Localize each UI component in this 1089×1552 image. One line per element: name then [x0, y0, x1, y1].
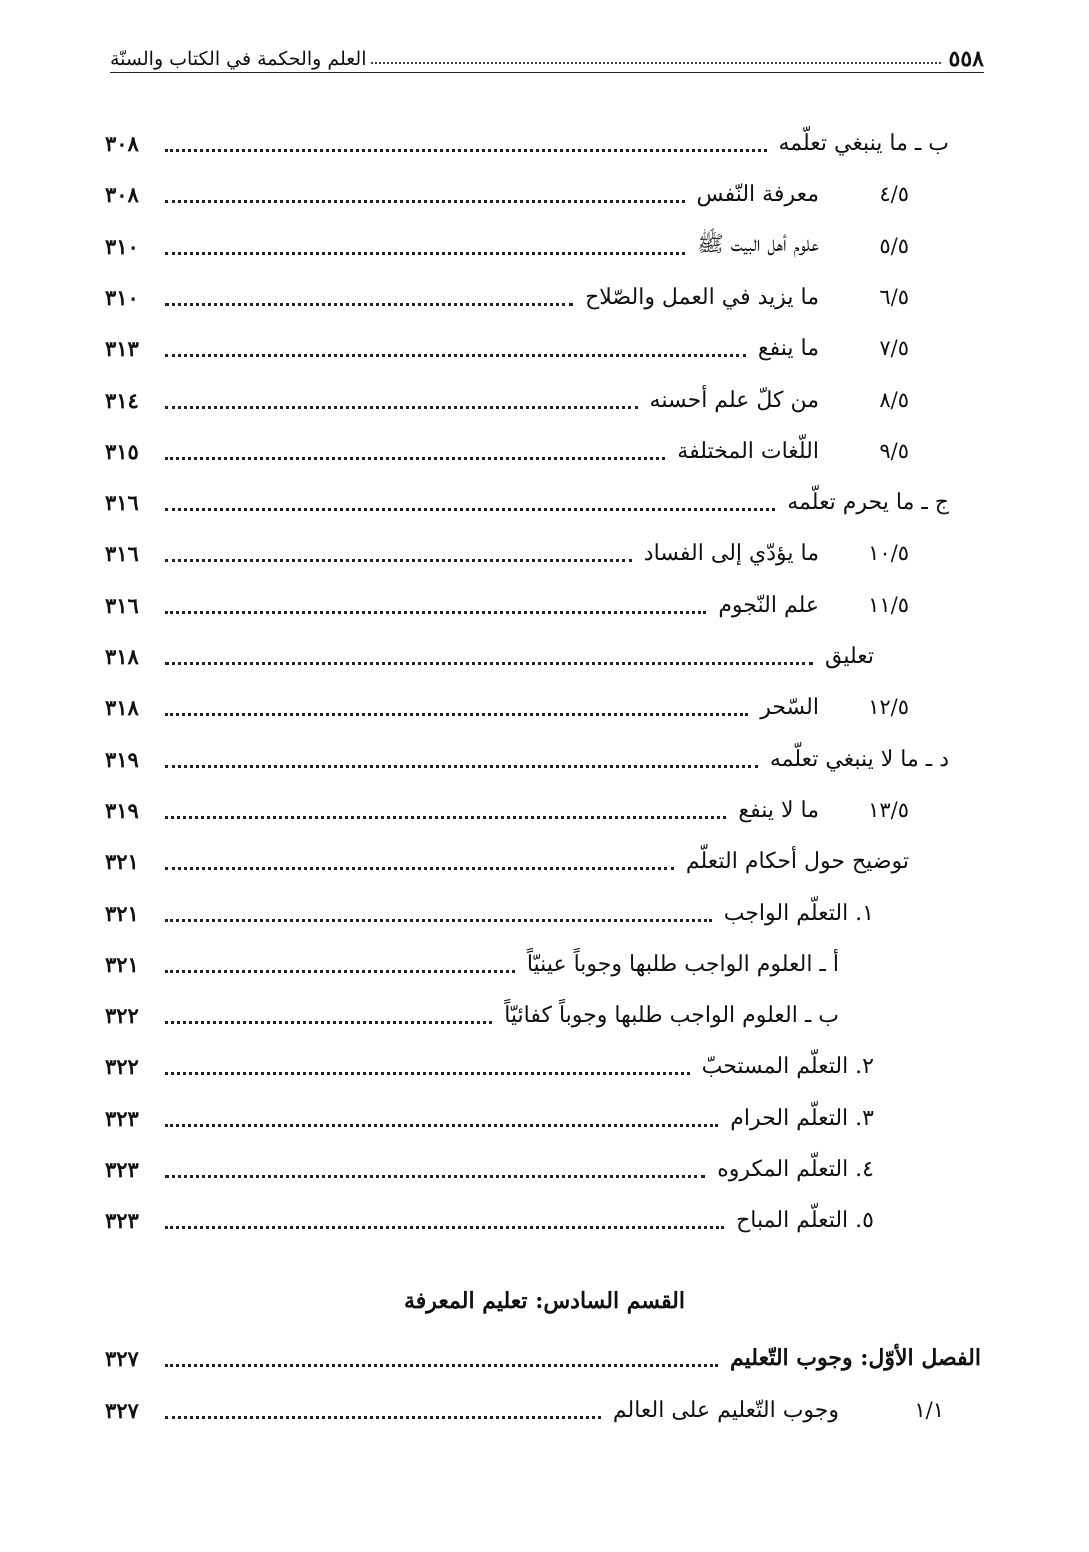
toc-entry — [0, 1200, 1089, 1240]
toc-page-number: ٣٢٣ — [105, 1105, 139, 1131]
toc-leader-dots — [165, 919, 712, 922]
toc-leader-dots — [165, 457, 665, 460]
toc-page-number: ٣١٣ — [105, 335, 139, 361]
toc-entry-body — [155, 995, 839, 1035]
toc-entry-title: معرفة النّفس — [696, 181, 819, 207]
toc-entry-title: وجوب التّعليم على العالم — [612, 1397, 839, 1423]
toc-entry-number: ١١/٥ — [868, 593, 909, 617]
toc-entry-body — [155, 482, 949, 522]
toc-entry-title: ب ـ ما ينبغي تعلّمه — [778, 130, 949, 156]
toc-entry-title: أ ـ العلوم الواجب طلبها وجوباً عينيّاً — [526, 951, 839, 977]
toc-leader-dots — [165, 1072, 690, 1075]
toc-page-number: ٣٢١ — [105, 900, 139, 926]
toc-entry-body — [155, 277, 909, 317]
toc-entry-number: ١٣/٥ — [868, 798, 909, 822]
toc-page-number: ٣١٦ — [105, 540, 139, 566]
toc-entry-title: علم النّجوم — [718, 592, 819, 618]
toc-entry-title: ٢. التعلّم المستحبّ — [701, 1053, 874, 1079]
toc-entry-body — [155, 1338, 981, 1378]
toc-entry — [0, 841, 1089, 881]
toc-entry — [0, 790, 1089, 830]
toc-entry — [0, 174, 1089, 214]
toc-entry-number: ١/١ — [914, 1398, 944, 1422]
running-title: العلم والحكمة في الكتاب والسنّة — [110, 48, 367, 70]
toc-page-number: ٣١٩ — [105, 746, 139, 772]
toc-leader-dots — [165, 1226, 724, 1229]
toc-entry-title: ج ـ ما يحرم تعلّمه — [787, 489, 949, 515]
toc-leader-dots — [165, 1175, 705, 1178]
toc-entry-body — [155, 687, 909, 727]
toc-entry-number: ٥/٥ — [879, 234, 909, 258]
toc-entry-body — [155, 1200, 874, 1240]
toc-entry-title: الفصل الأوّل: وجوب التّعليم — [730, 1345, 981, 1371]
toc-entry-title: ما ينفع — [757, 335, 819, 361]
toc-leader-dots — [165, 252, 685, 255]
toc-leader-dots — [165, 303, 573, 306]
toc-entry-body — [155, 174, 909, 214]
toc-page-number: ٣٢٧ — [105, 1397, 139, 1423]
toc-page-number: ٣١٨ — [105, 694, 139, 720]
toc-entry-title: ب ـ العلوم الواجب طلبها وجوباً كفائيّاً — [504, 1002, 839, 1028]
toc-leader-dots — [165, 1021, 492, 1024]
toc-entry-title: د ـ ما لا ينبغي تعلّمه — [769, 746, 949, 772]
toc-entry-number: ٦/٥ — [879, 285, 909, 309]
toc-entry — [0, 1338, 1089, 1378]
toc-entry — [0, 1046, 1089, 1086]
toc-leader-dots — [165, 867, 674, 870]
toc-page-number: ٣٢٧ — [105, 1345, 139, 1371]
toc-page-number: ٣٢٣ — [105, 1207, 139, 1233]
toc-page-number: ٣١٦ — [105, 489, 139, 515]
toc-entry-number: ٩/٥ — [879, 439, 909, 463]
toc-page-number: ٣٢١ — [105, 951, 139, 977]
running-header — [110, 38, 984, 73]
toc-page-number: ٣٢٣ — [105, 1156, 139, 1182]
toc-leader-dots — [165, 508, 775, 511]
toc-entry-title: ٤. التعلّم المكروه — [717, 1156, 874, 1182]
toc-entry-title: السّحر — [760, 694, 819, 720]
toc-entry — [0, 1149, 1089, 1189]
toc-entry-title: ٣. التعلّم الحرام — [730, 1105, 874, 1131]
toc-entry-title: ما لا ينفع — [738, 797, 819, 823]
section-heading: القسم السادس: تعليم المعرفة — [403, 1288, 685, 1314]
toc-entry-body — [155, 1098, 874, 1138]
toc-entry — [0, 277, 1089, 317]
toc-entry-number: ١٢/٥ — [868, 695, 909, 719]
toc-leader-dots — [165, 1364, 718, 1367]
toc-entry — [0, 533, 1089, 573]
toc-entry-body — [155, 1149, 874, 1189]
toc-entry-body — [155, 1390, 944, 1430]
toc-leader-dots — [165, 816, 726, 819]
toc-entry-body — [155, 841, 909, 881]
toc-leader-dots — [165, 1124, 718, 1127]
toc-entry-body — [155, 431, 909, 471]
toc-leader-dots — [165, 559, 632, 562]
page-number: ٥٥٨ — [948, 46, 984, 72]
toc-entry-title: علوم أهل البيت ﷺ — [697, 232, 819, 257]
toc-page-number: ٣٢٢ — [105, 1053, 139, 1079]
toc-entry-number: ٤/٥ — [879, 182, 909, 206]
toc-entry-body — [155, 944, 839, 984]
toc-entry — [0, 380, 1089, 420]
toc-entry-body — [155, 636, 874, 676]
toc-entry-body — [155, 123, 949, 163]
toc-entry — [0, 431, 1089, 471]
toc-leader-dots — [165, 406, 638, 409]
toc-entry-body — [155, 585, 909, 625]
toc-entry — [0, 482, 1089, 522]
toc-entry — [0, 585, 1089, 625]
toc-entry — [0, 328, 1089, 368]
toc-entry-title: ١. التعلّم الواجب — [723, 900, 874, 926]
toc-leader-dots — [165, 611, 706, 614]
toc-leader-dots — [165, 200, 685, 203]
toc-page-number: ٣٢٢ — [105, 1002, 139, 1028]
toc-page-number: ٣١٠ — [105, 284, 139, 310]
toc-entry-body — [155, 226, 909, 266]
toc-entry — [0, 995, 1089, 1035]
toc-leader-dots — [165, 970, 515, 973]
toc-entry-title: ٥. التعلّم المباح — [736, 1207, 874, 1233]
toc-entry-title: اللّغات المختلفة — [677, 438, 819, 464]
toc-entry-title: توضيح حول أحكام التعلّم — [685, 848, 909, 874]
toc-entry-body — [155, 893, 874, 933]
toc-entry-body — [155, 380, 909, 420]
toc-leader-dots — [165, 149, 767, 152]
toc-entry-title: تعليق — [824, 643, 874, 669]
toc-page-number: ٣٢١ — [105, 848, 139, 874]
toc-leader-dots — [165, 765, 758, 768]
toc-leader-dots — [165, 1416, 601, 1419]
toc-page-number: ٣١٦ — [105, 592, 139, 618]
toc-entry-body — [155, 533, 909, 573]
toc-entry-title: ما يزيد في العمل والصّلاح — [585, 284, 819, 310]
toc-entry-title: ما يؤدّي إلى الفساد — [643, 540, 819, 566]
toc-entry — [0, 636, 1089, 676]
toc-leader-dots — [165, 713, 748, 716]
toc-entry-number: ١٠/٥ — [868, 541, 909, 565]
header-leader-dots — [371, 62, 941, 64]
toc-entry — [0, 1098, 1089, 1138]
toc-entry-number: ٧/٥ — [879, 336, 909, 360]
toc-entry — [0, 739, 1089, 779]
toc-entry — [0, 1390, 1089, 1430]
toc-entry-title: من كلّ علم أحسنه — [649, 387, 819, 413]
toc-entry-body — [155, 328, 909, 368]
toc-entry-body — [155, 739, 949, 779]
toc-page-number: ٣١٥ — [105, 438, 139, 464]
toc-entry-body — [155, 790, 909, 830]
toc-page-number: ٣٠٨ — [105, 181, 139, 207]
toc-page-number: ٣١٠ — [105, 233, 139, 259]
toc-entry-number: ٨/٥ — [879, 388, 909, 412]
toc-entry — [0, 944, 1089, 984]
toc-entry — [0, 893, 1089, 933]
toc-page-number: ٣١٨ — [105, 643, 139, 669]
toc-page-number: ٣١٩ — [105, 797, 139, 823]
toc-page-number: ٣٠٨ — [105, 130, 139, 156]
toc-page-number: ٣١٤ — [105, 387, 139, 413]
toc-entry — [0, 226, 1089, 266]
toc-leader-dots — [165, 662, 813, 665]
toc-entry-body — [155, 1046, 874, 1086]
toc-entry — [0, 687, 1089, 727]
toc-entry — [0, 123, 1089, 163]
toc-leader-dots — [165, 354, 746, 357]
